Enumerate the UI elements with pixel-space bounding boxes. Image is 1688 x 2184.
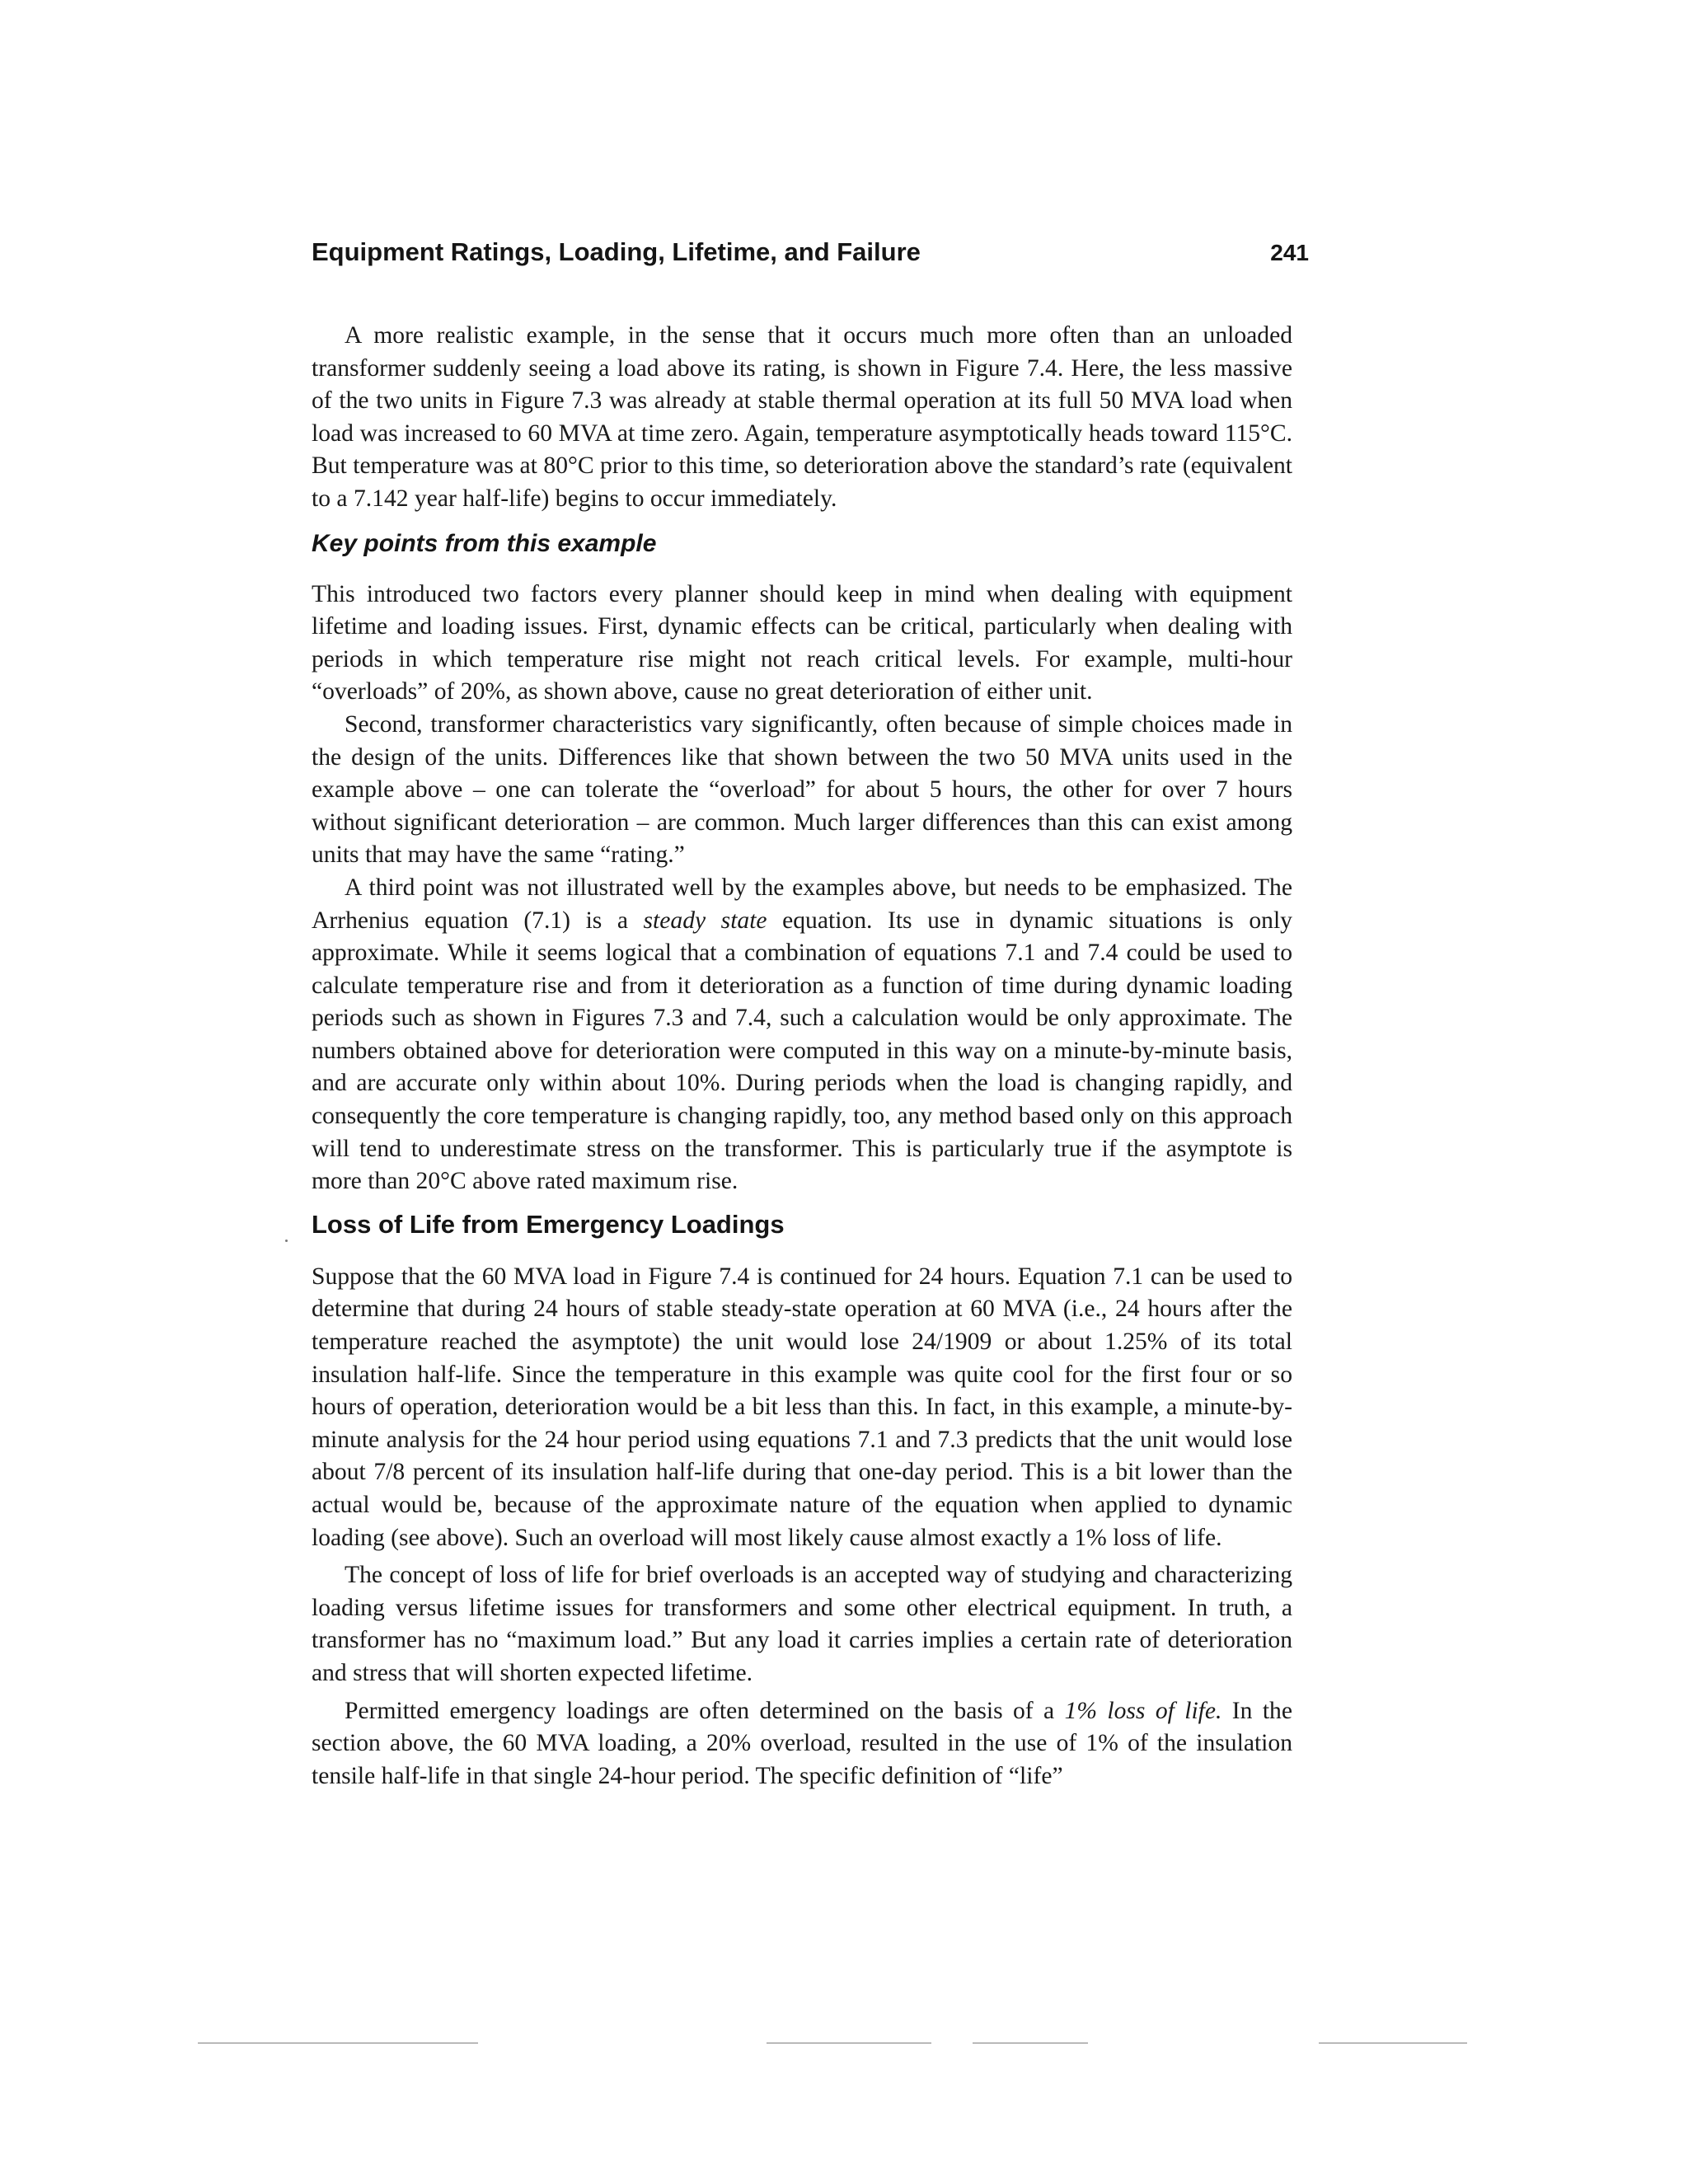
running-header (312, 237, 1309, 279)
text-run: Permitted emergency loadings are often determined on the basis of a (345, 1697, 1065, 1724)
paragraph-concept-loss-of-life: The concept of loss of life for brief overloads is an accepted way of studying and characterizing loading versus lifetime issues for transformers and some other electrical equipment. In truth, a transformer has no “maximum load.” But any load it carries implies a certain rate of deterioration and stress that will shorten expected lifetime. (312, 1562, 1292, 1686)
scan-speck (285, 1240, 288, 1242)
paragraph-third-point (312, 872, 1292, 1198)
section-heading-loss-of-life: Loss of Life from Emergency Loadings (312, 1209, 785, 1239)
scan-artifact-line (198, 2042, 478, 2044)
paragraph-realistic-example: A more realistic example, in the sense that it occurs much more often than an unloaded transformer suddenly seeing a load above its rating, is shown in Figure 7.4. Here, the less massive of the two units in Figure 7.3 was already at stable thermal operation at its full 50 MVA load when load was increased to 60 MVA at time zero. Again, temperature asymptotically heads toward 115°C. But temperature was at 80°C prior to this time, so deterioration above the standard’s rate (equivalent to a 7.142 year half-life) begins to occur immediately. (312, 322, 1292, 512)
paragraph-suppose-60mva: Suppose that the 60 MVA load in Figure 7.4 is continued for 24 hours. Equation 7.1 can be used to determine that during 24 hours of stable steady-state operation at 60 MVA (i.e., 24 hours after the temperature reached the asymptote) the unit would lose 24/1909 or about 1.25% of its total insulation half-life. Since the temperature in this example was quite cool for the first four or so hours of operation, deterioration would be a bit less than this. In fact, in this example, a minute-by-minute analysis for the 24 hour period using equations 7.1 and 7.3 predicts that the unit would lose about 7/8 percent of its insulation half-life during that one-day period. This is a bit lower than the actual would be, because of the approximate nature of the equation when applied to dynamic loading (see above). Such an overload will most likely cause almost exactly a 1% loss of life. (312, 1263, 1292, 1551)
scan-artifact-line (973, 2042, 1088, 2044)
text-run: equation. Its use in dynamic situations is only approximate. While it seems logical that a combination of equations 7.1 and 7.4 could be used to calculate temperature rise and from it deterioration as a function of time during dynamic loading periods such as shown in Figures 7.3 and 7.4, such a calculation would be only approximate. The numbers obtained above for deterioration were computed in this way on a minute-by-minute basis, and are accurate only within about 10%. During periods when the load is changing rapidly, and consequently the core temperature is changing rapidly, too, any method based only on this approach will tend to underestimate stress on the transformer. This is particularly true if the asymptote is more than 20°C above rated maximum rise. (312, 907, 1292, 1195)
chapter-title: Equipment Ratings, Loading, Lifetime, and Failure (312, 237, 921, 266)
page-number: 241 (1270, 240, 1309, 265)
scan-artifact-line (767, 2042, 931, 2044)
subheading-key-points: Key points from this example (312, 529, 657, 557)
emphasis-loss-of-life: 1% loss of life. (1064, 1697, 1222, 1724)
emphasis-steady-state: steady state (643, 907, 767, 934)
paragraph-transformer-characteristics: Second, transformer characteristics vary significantly, often because of simple choices made in the design of the units. Differences like that shown between the two 50 MVA units used in the example above – one can tolerate the “overload” for about 5 hours, the other for over 7 hours without significant deterioration – are common. Much larger differences than this can exist among units that may have the same “rating.” (312, 710, 1292, 869)
scan-artifact-line (1319, 2042, 1467, 2044)
paragraph-two-factors: This introduced two factors every planner should keep in mind when dealing with equipment lifetime and loading issues. First, dynamic effects can be critical, particularly when dealing with periods in which temperature rise might not reach critical levels. For example, multi-hour “overloads” of 20%, as shown above, cause no great deterioration of either unit. (312, 580, 1292, 705)
text-run: In the section above, the 60 MVA loading, a 20% overload, resulted in the use of 1% of the insulation tensile half-life in that single 24-hour period. The specific definition of “life” (312, 1697, 1292, 1789)
text-run: A third point was not illustrated well by the examples above, but needs to be emphasized. The Arrhenius equation (7.1) is a (312, 874, 1292, 934)
body-text (312, 320, 1292, 1793)
paragraph-permitted-emergency (312, 1695, 1292, 1793)
